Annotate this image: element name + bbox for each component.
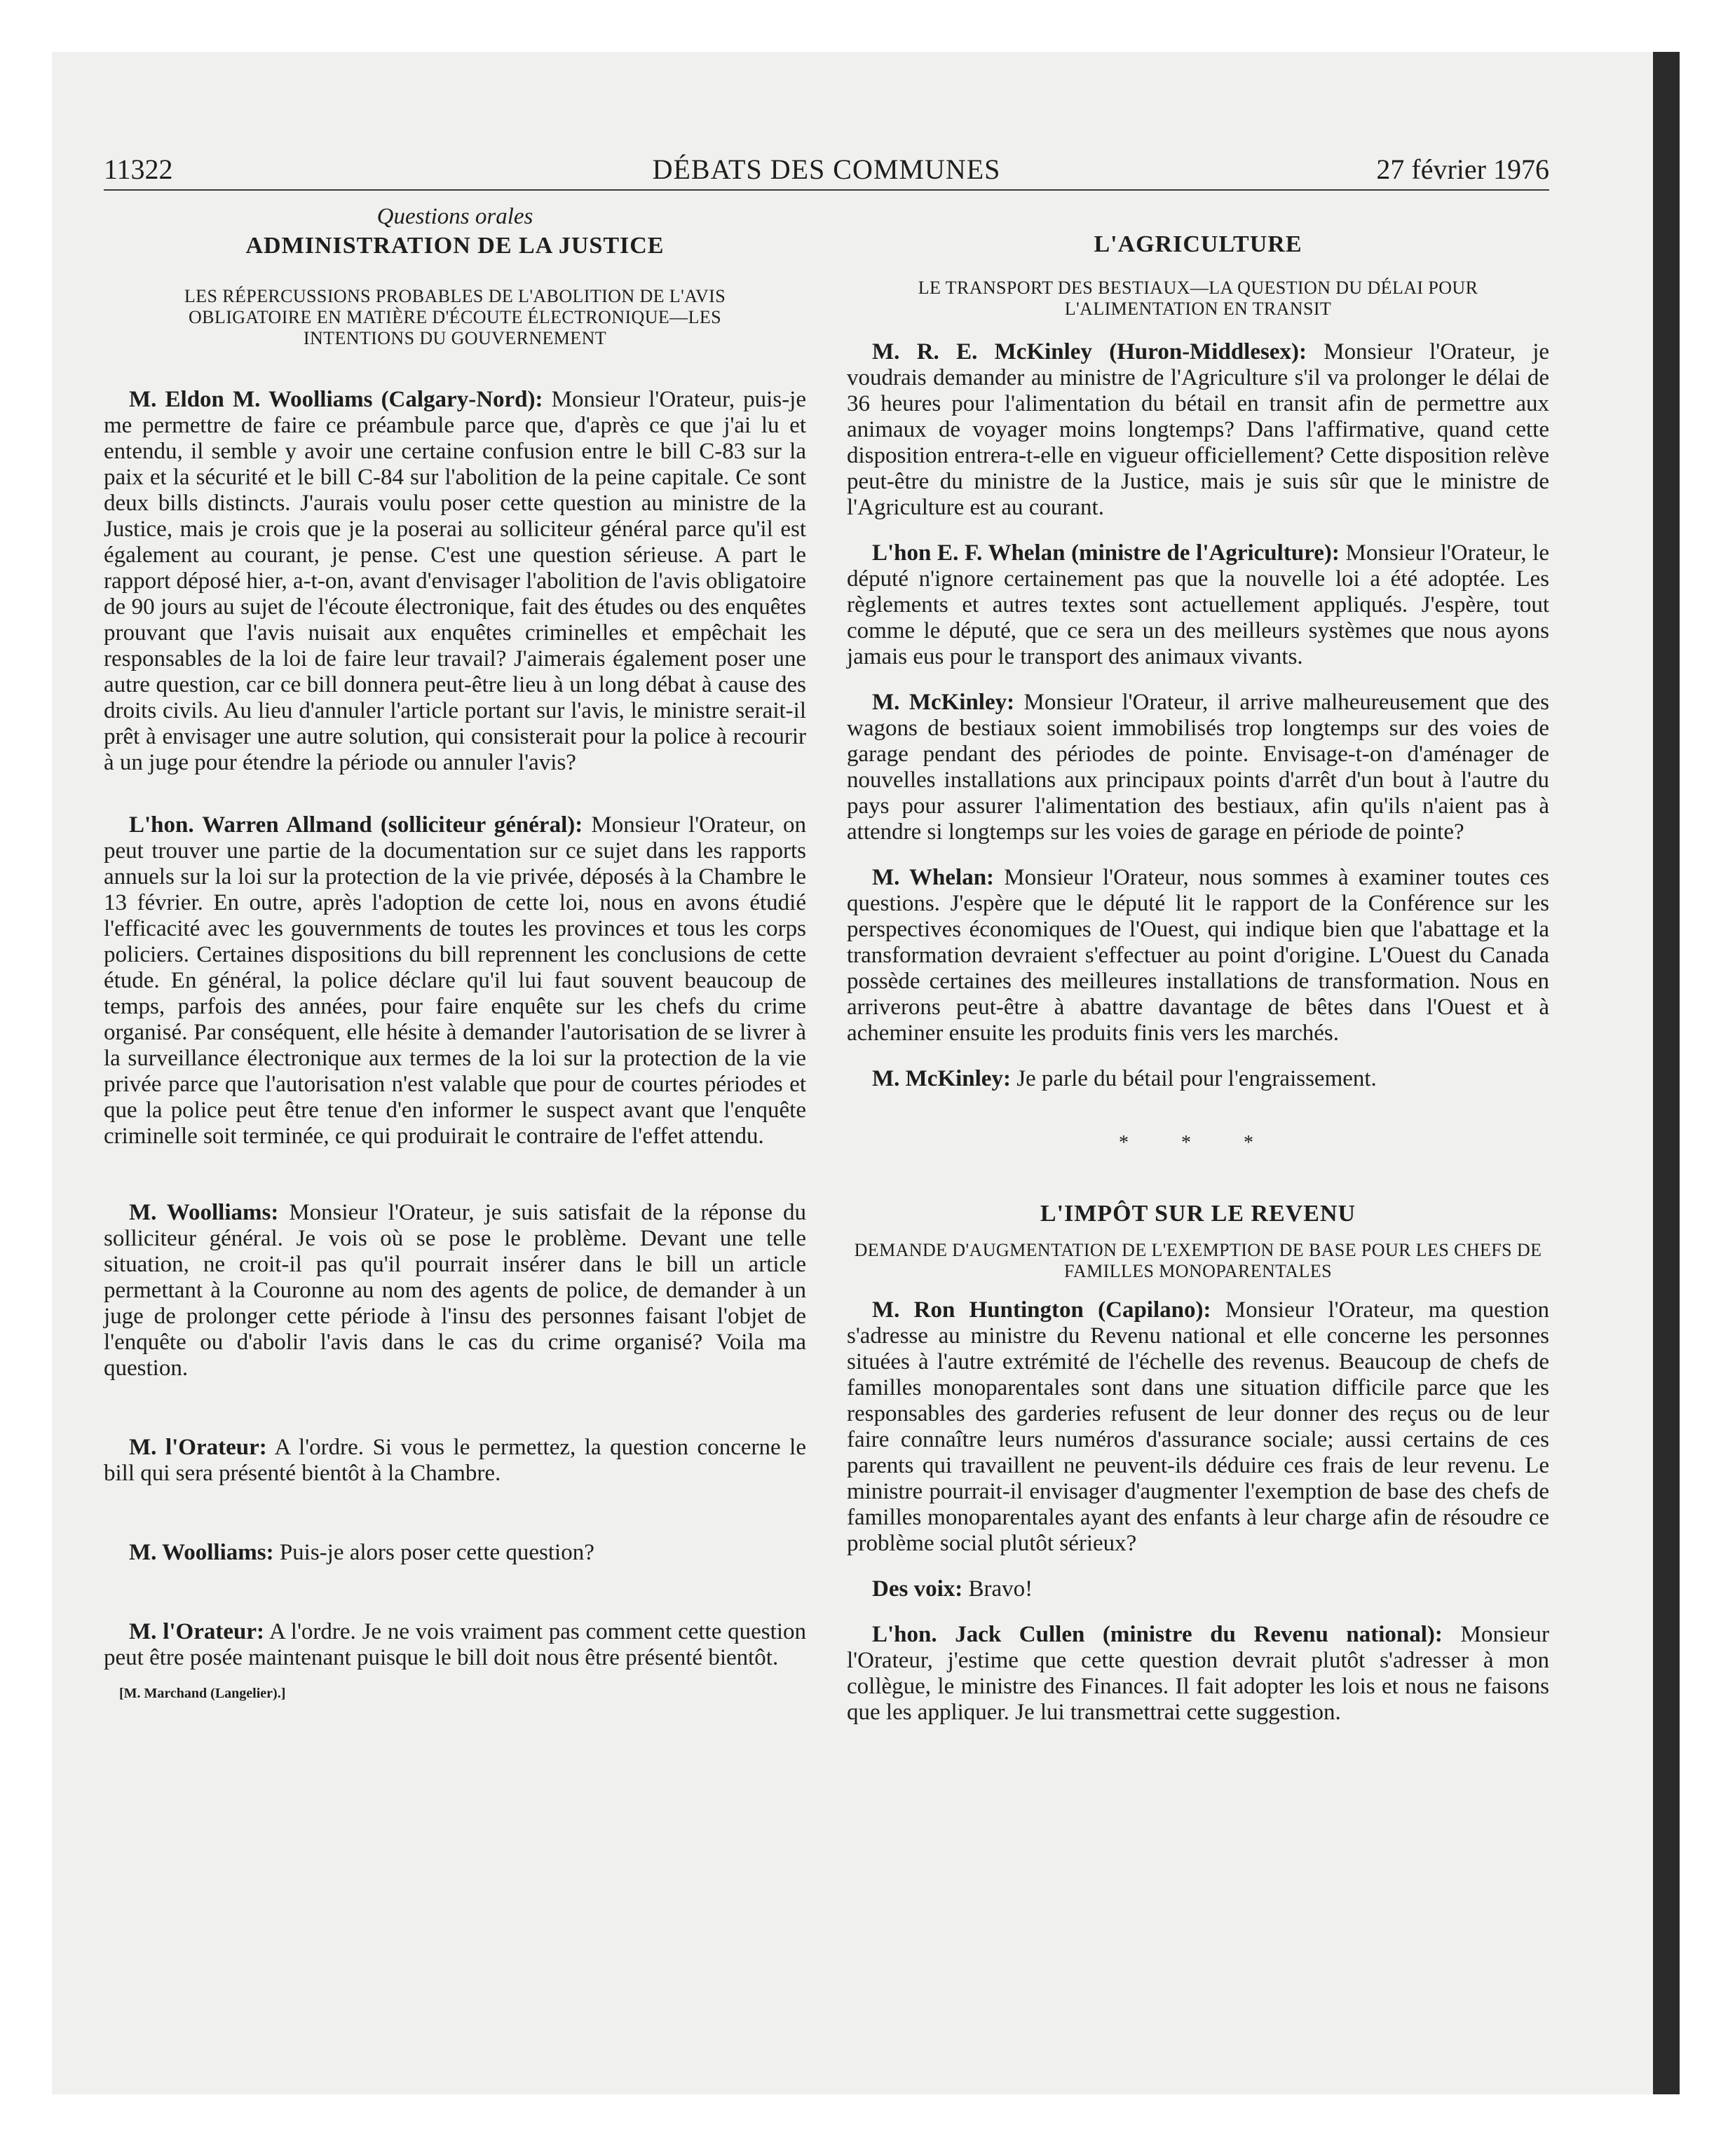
speech — [847, 1297, 1549, 1557]
speaker-name: L'hon E. F. Whelan (ministre de l'Agriculture): — [872, 540, 1340, 566]
speaker-name: L'hon. Warren Allmand (solliciteur général): — [129, 812, 583, 838]
page-number: 11322 — [104, 153, 173, 185]
speech — [847, 1622, 1549, 1726]
speech — [104, 1540, 806, 1566]
speech-text: Je parle du bétail pour l'engraissement. — [1016, 1066, 1377, 1091]
speech — [104, 812, 806, 1149]
speech-text: Bravo! — [968, 1576, 1033, 1602]
speech-text: Monsieur l'Orateur, il arrive malheureusement que des wagons de bestiaux soient immobilisés trop longtemps sur des voies de garage pendant des périodes de pointe. Envisage-t-on d'aménager de nouvelles installations aux principaux points d'arrêt d'un bout à l'autre du pays pour assurer l'alimentation des bestiaux, afin qu'ils n'aient pas à attendre si longtemps sur les voies de garage en période de pointe? — [847, 690, 1549, 845]
speech — [104, 1619, 806, 1671]
speech — [847, 1066, 1549, 1092]
speaker-name: Des voix: — [872, 1576, 963, 1602]
section-title: ADMINISTRATION DE LA JUSTICE — [245, 233, 665, 259]
speech-text: Monsieur l'Orateur, je voudrais demander au ministre de l'Agriculture s'il va prolonger le délai de 36 heures pour l'alimentation du bétail en transit afin de permettre aux animaux de voyager moins longtemps? Dans l'affirmative, quand cette disposition entrera-t-elle en vigueur officiellement? Cette disposition relève peut-être du ministre de la Justice, mais je suis sûr que le ministre de l'Agriculture est au courant. — [847, 339, 1550, 520]
section-title: L'IMPÔT SUR LE REVENU — [1040, 1201, 1356, 1227]
subsection-title: DEMANDE D'AUGMENTATION DE L'EXEMPTION DE BASE POUR LES CHEFS DE FAMILLES MONOPARENTALES — [854, 1240, 1542, 1281]
speech — [104, 1435, 806, 1487]
speaker-name: M. Woolliams: — [129, 1200, 279, 1225]
rubric: Questions orales — [376, 204, 533, 229]
speech-text: Monsieur l'Orateur, j'estime que cette question devrait plutôt s'adresser à mon collègue, le ministre des Finances. Il fait adopter les lois et nous ne faisons que les appliquer. Je lui transmettrai cette suggestion. — [847, 1622, 1550, 1725]
speech-text: Monsieur l'Orateur, le député n'ignore certainement pas que la nouvelle loi a été adoptée. Les règlements et autres textes sont actuellement appliqués. J'espère, tout comme le député, que ce sera un des meilleurs systèmes que nous ayons jamais eus pour le transport des animaux vivants. — [847, 540, 1549, 669]
section-separator: * * * — [1119, 1132, 1277, 1154]
speech-text: Monsieur l'Orateur, nous sommes à examiner toutes ces questions. J'espère que le député lit le rapport de la Conférence sur les perspectives économiques de l'Ouest, qui indique bien que l'abattage et la transformation devraient s'effectuer au point d'origine. L'Ouest du Canada possède certaines des meilleures installations de transformation. Nous en arriverons peut-être à abattre davantage de bêtes dans l'Ouest et à acheminer ensuite les produits finis vers les marchés. — [847, 865, 1550, 1046]
speaker-name: M. Ron Huntington (Capilano): — [872, 1297, 1211, 1323]
publication-title: DÉBATS DES COMMUNES — [652, 153, 1001, 185]
speaker-name: M. Eldon M. Woolliams (Calgary-Nord): — [129, 387, 543, 412]
page-date: 27 février 1976 — [1376, 153, 1549, 185]
left-column — [104, 203, 806, 1707]
subsection-title: LE TRANSPORT DES BESTIAUX—LA QUESTION DU DÉLAI POUR L'ALIMENTATION EN TRANSIT — [918, 278, 1478, 319]
speech — [847, 540, 1549, 670]
scan-binding-edge — [1653, 52, 1680, 2094]
section-title: L'AGRICULTURE — [1094, 231, 1302, 257]
speech-text: A l'ordre. Je ne vois vraiment pas comment cette question peut être posée maintenant puisque le bill doit nous être présenté bientôt. — [104, 1619, 806, 1670]
marginal-note: [M. Marchand (Langelier).] — [119, 1686, 286, 1701]
speech-text: Puis-je alors poser cette question? — [279, 1540, 594, 1565]
speaker-name: M. Whelan: — [872, 865, 995, 890]
speaker-name: M. McKinley: — [872, 1066, 1011, 1091]
speech-text: A l'ordre. Si vous le permettez, la question concerne le bill qui sera présenté bientôt à la Chambre. — [104, 1435, 806, 1486]
right-column — [847, 203, 1549, 1726]
speaker-name: M. l'Orateur: — [129, 1435, 267, 1460]
speaker-name: L'hon. Jack Cullen (ministre du Revenu national): — [872, 1622, 1443, 1647]
subsection-title: LES RÉPERCUSSIONS PROBABLES DE L'ABOLITION DE L'AVIS OBLIGATOIRE EN MATIÈRE D'ÉCOUTE ÉLECTRONIQUE—LES INTENTIONS DU GOUVERNEMENT — [184, 286, 726, 348]
speech — [104, 1200, 806, 1381]
speech — [847, 339, 1549, 521]
speaker-name: M. R. E. McKinley (Huron-Middlesex): — [872, 339, 1307, 364]
speech-text: Monsieur l'Orateur, on peut trouver une partie de la documentation sur ce sujet dans les rapports annuels sur la loi sur la protection de la vie privée, déposés à la Chambre le 13 février. En outre, après l'adoption de cette loi, nous en avons étudié l'efficacité avec les gouvernments de toutes les provinces et tous les corps policiers. Certaines dispositions du bill reprennent les conclusions de cette étude. En général, la police déclare qu'il lui faut souvent beaucoup de temps, parfois des années, pour faire enquête sur les chefs du crime organisé. Par conséquent, elle hésite à demander l'autorisation de se livrer à la surveillance électronique aux termes de la loi sur la protection de la vie privée parce que l'autorisation n'est valable que pour de courtes périodes et que la police peut être tenue d'en informer le suspect avant que l'enquête criminelle soit terminée, ce qui produirait le contraire de l'effet attendu. — [104, 812, 806, 1149]
speaker-name: M. l'Orateur: — [129, 1619, 264, 1644]
speech — [847, 1576, 1549, 1602]
speech-text: Monsieur l'Orateur, je suis satisfait de la réponse du solliciteur général. Je vois où se pose le problème. Devant une telle situation, ne croit-il pas qu'il pourrait insérer dans le bill un article permettant à la Couronne au nom des agents de police, de demander à un juge de prolonger cette période à l'insu des personnes faisant l'objet de l'enquête ou d'abolir l'avis dans le cas du crime organisé? Voila ma question. — [104, 1200, 807, 1381]
speaker-name: M. McKinley: — [872, 690, 1015, 715]
speech — [847, 690, 1549, 845]
speech — [104, 387, 806, 776]
header-rule — [104, 189, 1549, 191]
speech-text: Monsieur l'Orateur, puis-je me permettre de faire ce préambule parce que, d'après ce que j'ai lu et entendu, il semble y avoir une certaine confusion entre le bill C-83 sur la paix et la sécurité et le bill C-84 sur l'abolition de la peine capitale. Ce sont deux bills distincts. J'aurais voulu poser cette question au ministre de la Justice, mais je crois que je la poserai au solliciteur général parce qu'il est également au courant, je pense. C'est une question sérieuse. A part le rapport déposé hier, a-t-on, avant d'envisager l'abolition de l'avis obligatoire de 90 jours au sujet de l'écoute électronique, fait des études ou des enquêtes prouvant que l'avis nuisait aux enquêtes criminelles et empêchait les responsables de la loi de faire leur travail? J'aimerais également poser une autre question, car ce bill donnera peut-être lieu à un long débat à cause des droits civils. Au lieu d'annuler l'article portant sur l'avis, le ministre serait-il prêt à envisager une autre solution, qui consisterait pour la police à recourir à un juge pour étendre la période ou annuler l'avis? — [104, 387, 806, 775]
speech-text: Monsieur l'Orateur, ma question s'adresse au ministre du Revenu national et elle concerne les personnes situées à l'autre extrémité de l'échelle des revenus. Beaucoup de chefs de familles monoparentales sont dans une situation difficile parce que les responsables des garderies refusent de leur donner des reçus ou de leur faire connaître leurs numéros d'assurance sociale; aussi certains de ces parents qui travaillent ne peuvent-ils déduire ces frais de leur revenu. Le ministre pourrait-il envisager d'augmenter l'exemption de base des chefs de familles monoparentales ayant des enfants à leur charge afin de résoudre ce problème social plutôt sérieux? — [847, 1297, 1550, 1556]
page-header — [104, 150, 1549, 189]
speech — [847, 865, 1549, 1046]
speaker-name: M. Woolliams: — [129, 1540, 274, 1565]
